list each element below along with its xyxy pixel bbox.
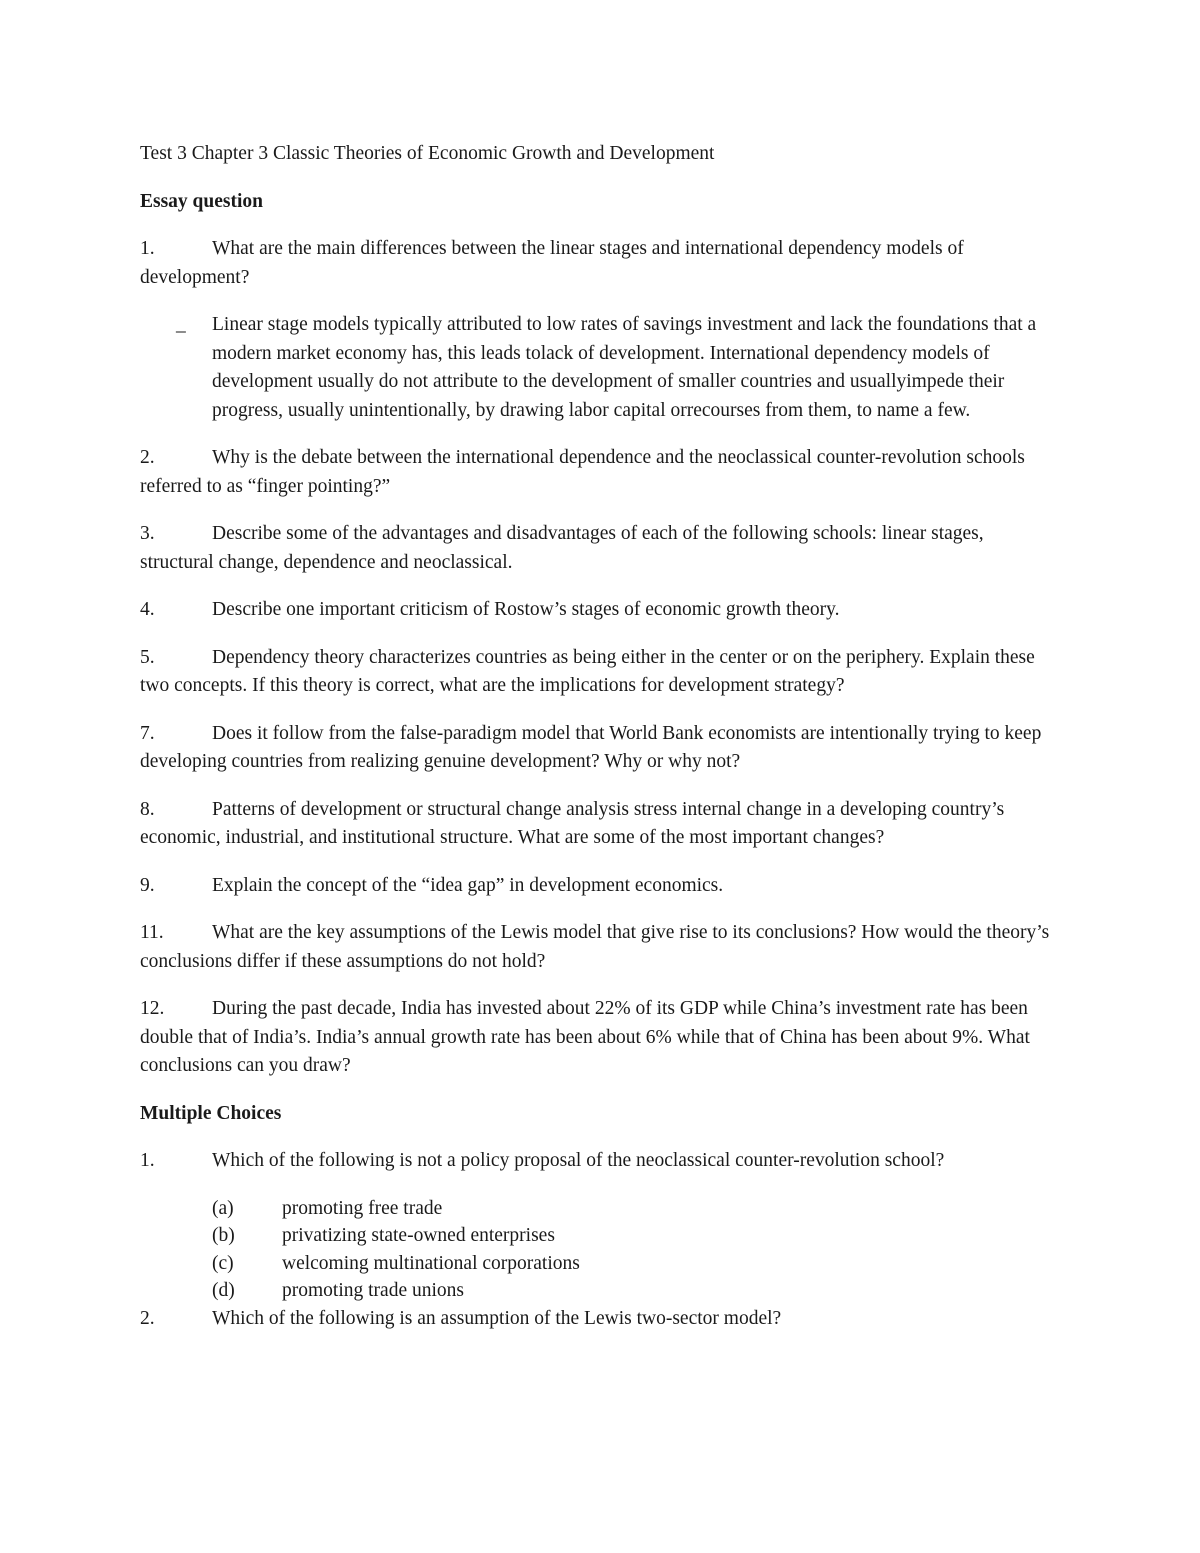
question-number: 11. (140, 922, 164, 943)
document-title: Test 3 Chapter 3 Classic Theories of Economic Growth and Development (140, 143, 715, 164)
option-d (212, 1277, 1060, 1305)
question-number: 1. (140, 238, 155, 259)
essay-question-9 (140, 872, 1060, 901)
option-b (212, 1222, 1060, 1250)
question-text: What are the key assumptions of the Lewis model that give rise to its conclusions? How would the theory’s conclusions differ if these assumptions do not hold? (140, 922, 1050, 972)
essay-question-3 (140, 520, 1060, 577)
question-text: Patterns of development or structural change analysis stress internal change in a developing country’s economic, industrial, and institutional structure. What are some of the most important changes? (140, 798, 1005, 848)
option-letter: (b) (212, 1225, 235, 1246)
essay-question-8 (140, 796, 1060, 853)
option-a (212, 1195, 1060, 1223)
option-text: promoting free trade (282, 1197, 443, 1219)
question-text: Describe one important criticism of Rostow’s stages of economic growth theory. (212, 599, 840, 620)
mc-question-1 (140, 1147, 1060, 1176)
question-number: 4. (140, 599, 155, 620)
document-content (140, 140, 1060, 1352)
essay-question-4 (140, 596, 1060, 625)
question-number: 3. (140, 523, 155, 544)
multiple-choice-heading: Multiple Choices (140, 1102, 282, 1124)
answer-text: Linear stage models typically attributed to low rates of savings investment and lack the foundations that a modern market economy has, this leads tolack of development. International dependency models of development usually do not attribute to the development of smaller countries and usuallyimpede their progress, usually unintentionally, by drawing labor capital orrecourses from them, to name a few. (212, 314, 1037, 421)
essay-question-7 (140, 720, 1060, 777)
question-text: What are the main differences between the linear stages and international dependency models of development? (140, 238, 964, 288)
question-text: Why is the debate between the international dependence and the neoclassical counter-revolution schools referred to as “finger pointing?” (140, 447, 1025, 497)
essay-answer-1 (140, 311, 1060, 425)
question-number: 8. (140, 798, 155, 820)
essay-question-1 (140, 235, 1060, 292)
question-text: Does it follow from the false-paradigm model that World Bank economists are intentionally trying to keep developing countries from realizing genuine development? Why or why not? (140, 722, 1042, 772)
question-text: Explain the concept of the “idea gap” in development economics. (212, 874, 724, 896)
question-number: 7. (140, 722, 155, 744)
option-letter: (c) (212, 1252, 234, 1274)
answer-bullet: _ (176, 314, 186, 335)
question-number: 2. (140, 1307, 155, 1329)
question-text: Describe some of the advantages and disadvantages of each of the following schools: linear stages, structural change, dependence and neoclassical. (140, 523, 984, 573)
option-text: privatizing state-owned enterprises (282, 1225, 555, 1246)
question-text: During the past decade, India has invested about 22% of its GDP while China’s investment rate has been double that of India’s. India’s annual growth rate has been about 6% while that of China has been about 9%. What conclusions can you draw? (140, 998, 1030, 1076)
option-letter: (d) (212, 1280, 235, 1301)
mc-question-1-options (140, 1195, 1060, 1305)
question-number: 12. (140, 998, 165, 1019)
question-text: Which of the following is not a policy proposal of the neoclassical counter-revolution school? (212, 1150, 945, 1171)
question-number: 1. (140, 1150, 155, 1171)
mc-question-2 (140, 1305, 1060, 1334)
option-letter: (a) (212, 1197, 234, 1219)
essay-question-12 (140, 995, 1060, 1081)
option-c (212, 1250, 1060, 1278)
question-text: Which of the following is an assumption of the Lewis two-sector model? (212, 1307, 782, 1329)
question-number: 2. (140, 447, 155, 468)
option-text: promoting trade unions (282, 1280, 464, 1301)
option-text: welcoming multinational corporations (282, 1252, 580, 1274)
essay-question-2 (140, 444, 1060, 501)
question-number: 5. (140, 646, 155, 668)
question-number: 9. (140, 874, 155, 896)
question-text: Dependency theory characterizes countries as being either in the center or on the periphery. Explain these two concepts. If this theory is correct, what are the implications for development strategy? (140, 646, 1035, 696)
essay-heading: Essay question (140, 190, 263, 212)
essay-question-5 (140, 644, 1060, 701)
essay-question-11 (140, 919, 1060, 976)
